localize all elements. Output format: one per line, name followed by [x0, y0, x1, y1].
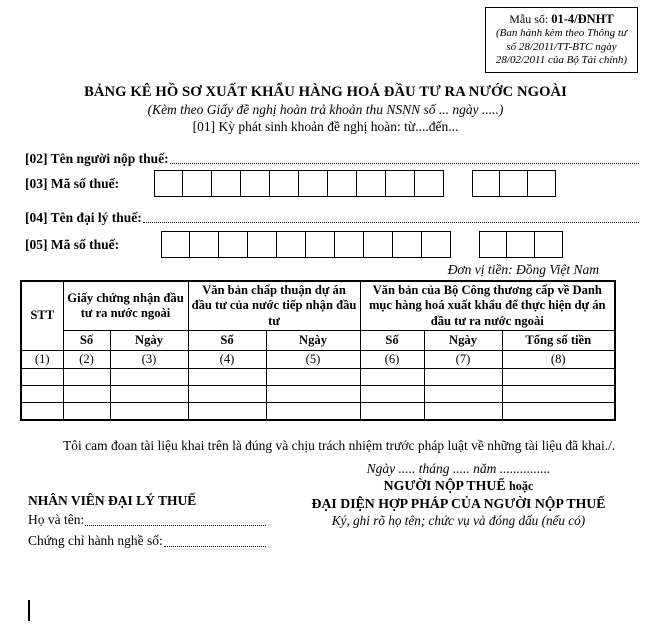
signature-section	[0, 460, 651, 551]
table-empty-cell[interactable]	[502, 369, 615, 386]
signature-instruction-note: Ký, ghi rõ họ tên; chức vụ và đóng dấu (nếu có)	[331, 512, 586, 528]
table-empty-cell[interactable]	[188, 403, 266, 420]
table-empty-cell[interactable]	[424, 403, 502, 420]
tax-code-digit-cell[interactable]	[472, 170, 500, 197]
tax-code-digit-cell[interactable]	[241, 170, 270, 197]
signer-role-line-2: ĐẠI DIỆN HỢP PHÁP CỦA NGƯỜI NỘP THUẾ	[311, 495, 606, 511]
table-empty-cell[interactable]	[110, 386, 188, 403]
form-number-box	[485, 7, 638, 73]
index-cell-6: (6)	[360, 351, 424, 369]
table-empty-cell[interactable]	[360, 403, 424, 420]
index-cell-2: (2)	[63, 351, 110, 369]
tax-code-digit-cell[interactable]	[270, 170, 299, 197]
form-number-line	[489, 12, 634, 27]
tax-code-digit-cell[interactable]	[328, 170, 357, 197]
table-empty-cell[interactable]	[21, 369, 63, 386]
agent-tax-code-label: [05] Mã số thuế:	[25, 236, 120, 252]
tax-code-digit-cell[interactable]	[507, 231, 535, 258]
tax-code-digit-cell[interactable]	[299, 170, 328, 197]
field-taxpayer-name	[25, 150, 639, 167]
table-empty-cell[interactable]	[266, 403, 360, 420]
table-empty-cell[interactable]	[266, 369, 360, 386]
period-line: [01] Kỳ phát sinh khoản đề nghị hoàn: từ....đến...	[192, 119, 459, 134]
form-number-code: 01-4/ĐNHT	[551, 12, 614, 26]
table-empty-cell[interactable]	[63, 386, 110, 403]
tax-code-digit-cell[interactable]	[190, 231, 219, 258]
index-cell-4: (4)	[188, 351, 266, 369]
signer-role-taxpayer: NGƯỜI NỘP THUẾ	[383, 477, 509, 493]
agent-name-label: [04] Tên đại lý thuế:	[25, 210, 142, 225]
tax-code-digit-cell[interactable]	[183, 170, 212, 197]
field-taxpayer-tax-code	[25, 170, 639, 197]
table-empty-cell[interactable]	[63, 369, 110, 386]
col-header-ngay-3: Ngày	[424, 331, 502, 351]
signature-date-line: Ngày ..... tháng ..... năm ...............	[366, 460, 551, 476]
table-empty-row	[21, 403, 615, 420]
index-cell-1: (1)	[21, 351, 63, 369]
tax-code-digit-cell[interactable]	[306, 231, 335, 258]
table-empty-cell[interactable]	[424, 386, 502, 403]
tax-code-digit-cell[interactable]	[364, 231, 393, 258]
document-subtitle: (Kèm theo Giấy đề nghị hoàn trả khoản thu NSNN số ... ngày .....)	[147, 102, 504, 117]
agent-staff-name-label: Họ và tên:	[28, 511, 85, 527]
table-index-row	[21, 351, 615, 369]
table-empty-cell[interactable]	[21, 403, 63, 420]
table-empty-cell[interactable]	[188, 369, 266, 386]
documents-table	[20, 280, 616, 421]
table-subheader-row	[21, 331, 615, 351]
table-body	[21, 369, 615, 420]
table-empty-cell[interactable]	[110, 403, 188, 420]
issued-note-line-3: 28/02/2011 của Bộ Tài chính)	[495, 54, 628, 67]
col-group-approval-document: Văn bản chấp thuận dự án đầu tư của nước tiếp nhận đầu tư	[188, 281, 360, 331]
tax-code-digit-cell[interactable]	[335, 231, 364, 258]
index-cell-8: (8)	[502, 351, 615, 369]
table-empty-cell[interactable]	[502, 386, 615, 403]
table-empty-cell[interactable]	[63, 403, 110, 420]
table-empty-cell[interactable]	[360, 369, 424, 386]
agent-staff-cert-input-leader[interactable]	[164, 533, 266, 547]
tax-code-digit-cell[interactable]	[248, 231, 277, 258]
agent-tax-code-boxes-branch	[479, 231, 563, 258]
table-empty-cell[interactable]	[110, 369, 188, 386]
col-header-so-1: Số	[63, 331, 110, 351]
taxpayer-name-input-leader[interactable]	[170, 150, 639, 164]
col-group-moit-document: Văn bản của Bộ Công thương cấp về Danh mục hàng hoá xuất khẩu để thực hiện dự án đầu tư ra nước ngoài	[360, 281, 615, 331]
table-empty-cell[interactable]	[266, 386, 360, 403]
tax-code-digit-cell[interactable]	[422, 231, 451, 258]
agent-staff-name-line	[28, 509, 266, 530]
tax-code-digit-cell[interactable]	[277, 231, 306, 258]
document-title: BẢNG KÊ HỒ SƠ XUẤT KHẨU HÀNG HOÁ ĐẦU TƯ RA NƯỚC NGOÀI	[84, 84, 567, 100]
tax-code-digit-cell[interactable]	[393, 231, 422, 258]
declaration-text: Tôi cam đoan tài liệu khai trên là đúng và chịu trách nhiệm trước pháp luật về những tài liệu đã khai./.	[63, 437, 616, 453]
table-group-header-row	[21, 281, 615, 331]
index-cell-7: (7)	[424, 351, 502, 369]
agent-staff-signature-block	[0, 460, 292, 551]
col-header-ngay-2: Ngày	[266, 331, 360, 351]
table-empty-row	[21, 386, 615, 403]
col-header-so-2: Số	[188, 331, 266, 351]
currency-unit-note: Đơn vị tiền: Đồng Việt Nam	[447, 262, 599, 277]
taxpayer-tax-code-boxes-main	[154, 170, 444, 197]
fields-section	[25, 150, 639, 258]
agent-staff-cert-line	[28, 530, 266, 551]
agent-name-input-leader[interactable]	[143, 209, 639, 223]
tax-code-digit-cell[interactable]	[219, 231, 248, 258]
table-empty-row	[21, 369, 615, 386]
taxpayer-name-label: [02] Tên người nộp thuế:	[25, 151, 169, 166]
agent-tax-code-boxes-main	[161, 231, 451, 258]
col-header-stt: STT	[21, 281, 63, 351]
form-number-label: Mẫu số:	[509, 12, 552, 26]
col-header-ngay-1: Ngày	[110, 331, 188, 351]
text-cursor	[28, 600, 30, 621]
table-empty-cell[interactable]	[360, 386, 424, 403]
table-empty-cell[interactable]	[502, 403, 615, 420]
col-header-total-amount: Tổng số tiền	[502, 331, 615, 351]
tax-code-digit-cell[interactable]	[528, 170, 556, 197]
issued-note-line-1: (Ban hành kèm theo Thông tư	[496, 27, 627, 40]
tax-code-digit-cell[interactable]	[535, 231, 563, 258]
taxpayer-tax-code-boxes-branch	[472, 170, 556, 197]
tax-code-digit-cell[interactable]	[479, 231, 507, 258]
signer-role-or: hoặc	[508, 478, 534, 493]
table-empty-cell[interactable]	[424, 369, 502, 386]
tax-code-digit-cell[interactable]	[386, 170, 415, 197]
issued-note-line-2: số 28/2011/TT-BTC ngày	[506, 40, 617, 53]
tax-code-digit-cell[interactable]	[500, 170, 528, 197]
agent-staff-name-input-leader[interactable]	[85, 512, 266, 526]
col-group-investment-certificate: Giấy chứng nhận đầu tư ra nước ngoài	[63, 281, 188, 331]
table-empty-cell[interactable]	[21, 386, 63, 403]
agent-staff-title: NHÂN VIÊN ĐẠI LÝ THUẾ	[28, 492, 197, 508]
taxpayer-signature-block	[292, 460, 651, 551]
index-cell-3: (3)	[110, 351, 188, 369]
table-empty-cell[interactable]	[188, 386, 266, 403]
index-cell-5: (5)	[266, 351, 360, 369]
tax-code-digit-cell[interactable]	[415, 170, 444, 197]
tax-code-digit-cell[interactable]	[212, 170, 241, 197]
agent-staff-cert-label: Chứng chỉ hành nghề số:	[28, 532, 163, 548]
tax-code-digit-cell[interactable]	[357, 170, 386, 197]
field-agent-tax-code	[25, 231, 639, 258]
tax-code-digit-cell[interactable]	[161, 231, 190, 258]
col-header-so-3: Số	[360, 331, 424, 351]
signer-role-line-1	[292, 477, 625, 495]
field-agent-name	[25, 209, 639, 226]
tax-code-digit-cell[interactable]	[154, 170, 183, 197]
taxpayer-tax-code-label: [03] Mã số thuế:	[25, 175, 120, 191]
